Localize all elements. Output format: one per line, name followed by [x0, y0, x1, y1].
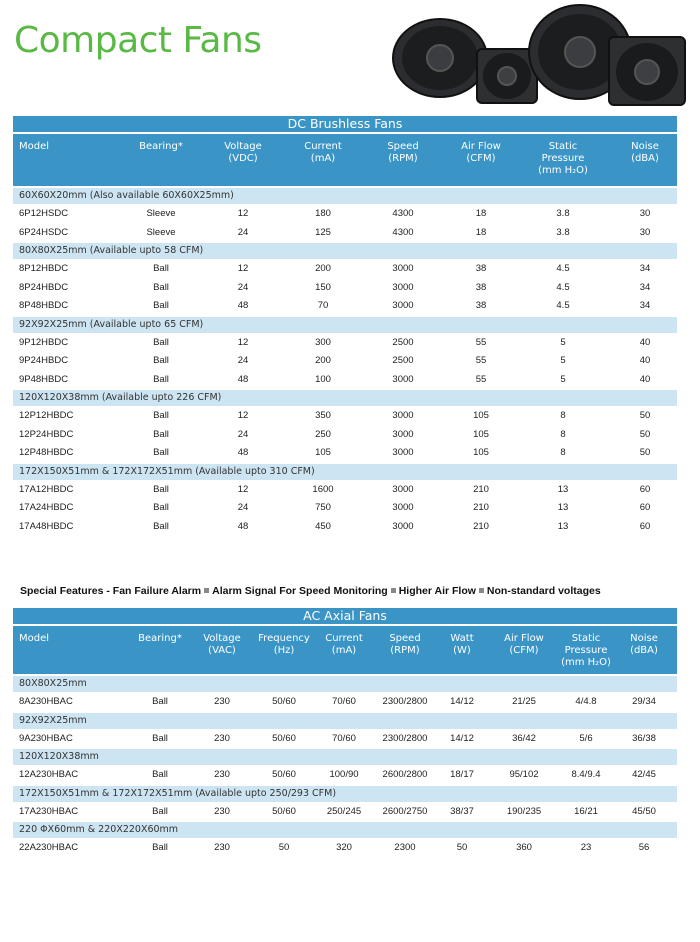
column-header-line: Model — [19, 633, 50, 644]
table-cell: 3000 — [392, 263, 414, 274]
table-cell: 300 — [315, 336, 331, 348]
table-cell: 38/37 — [450, 805, 474, 817]
table-cell: Ball — [153, 336, 169, 348]
table-cell: 40 — [639, 336, 651, 348]
feature-item: Higher Air Flow — [398, 585, 476, 597]
column-header — [491, 633, 557, 657]
table-cell: 2500 — [392, 336, 414, 348]
table-row — [13, 351, 677, 370]
table-cell: 4.5 — [556, 263, 570, 274]
table-cell: 3.8 — [556, 208, 570, 219]
column-header-line: Static — [548, 141, 578, 152]
table-cell: 180 — [315, 208, 331, 219]
table-cell: 4.5 — [556, 281, 570, 293]
table-cell: 60 — [639, 520, 651, 532]
table-cell: 105 — [473, 447, 489, 458]
table-cell: 24 — [237, 502, 249, 513]
table-cell: 3000 — [392, 300, 414, 311]
table-row — [13, 278, 677, 297]
column-header — [203, 141, 283, 165]
table-cell: 9P24HBDC — [19, 355, 69, 366]
table-cell: 24 — [237, 355, 249, 366]
table-cell: 4300 — [392, 208, 414, 219]
table-cell: 17A230HBAC — [19, 805, 79, 817]
table-cell: 8 — [560, 428, 566, 440]
ac-section-title: AC Axial Fans — [13, 608, 677, 624]
column-header — [121, 141, 201, 153]
column-header-line: Current — [325, 633, 363, 644]
column-header — [189, 633, 255, 657]
table-cell: 18 — [475, 208, 487, 219]
table-cell: 17A24HBDC — [19, 502, 74, 513]
table-cell: 13 — [557, 502, 569, 513]
table-cell: 60 — [639, 502, 651, 513]
column-header — [611, 633, 677, 657]
table-cell: 200 — [315, 263, 331, 274]
table-cell: 8P24HBDC — [19, 281, 69, 293]
table-cell: 360 — [516, 842, 532, 853]
table-cell: 12 — [237, 410, 249, 421]
size-group-header: 172X150X51mm & 172X172X51mm (Available upto 250/293 CFM) — [13, 786, 677, 802]
column-header-line: Speed — [387, 141, 419, 152]
column-header-line: Noise — [630, 633, 658, 644]
table-cell: 24 — [237, 428, 249, 440]
table-cell: 14/12 — [450, 732, 474, 744]
table-cell: 55 — [475, 336, 487, 348]
table-row — [13, 443, 677, 462]
table-cell: 3000 — [392, 520, 414, 532]
dc-section-title: DC Brushless Fans — [13, 116, 677, 132]
column-header-line: (mm H₂O) — [561, 657, 611, 668]
dc-table-header — [13, 132, 677, 186]
table-cell: 38 — [475, 263, 487, 274]
table-cell: 750 — [315, 502, 331, 513]
table-cell: 13 — [557, 520, 569, 532]
column-header-line: Static — [571, 633, 601, 644]
dc-table-body — [13, 188, 677, 535]
table-cell: 9A230HBAC — [19, 732, 73, 744]
table-cell: 48 — [237, 300, 249, 311]
table-cell: 40 — [639, 355, 651, 366]
table-cell: 3000 — [392, 447, 414, 458]
column-header — [283, 141, 363, 165]
column-header-line: Current — [304, 141, 342, 152]
size-group-header: 92X92X25mm — [13, 713, 677, 729]
column-header-line: Voltage — [203, 633, 241, 644]
column-header-line: Noise — [631, 141, 659, 152]
column-header — [523, 141, 603, 177]
table-cell: Ball — [153, 428, 169, 440]
table-cell: Ball — [152, 769, 168, 780]
table-cell: 38 — [475, 300, 487, 311]
table-cell: 12 — [237, 263, 249, 274]
table-cell: 55 — [475, 373, 487, 385]
ac-table-body — [13, 676, 677, 857]
table-cell: 8P48HBDC — [19, 300, 69, 311]
table-cell: 8.4/9.4 — [571, 769, 601, 780]
table-row — [13, 802, 677, 821]
table-row — [13, 259, 677, 278]
table-cell: 4300 — [392, 226, 414, 238]
table-cell: 450 — [315, 520, 331, 532]
table-cell: 12 — [237, 208, 249, 219]
bullet-separator — [391, 588, 396, 593]
table-cell: 3000 — [392, 428, 414, 440]
column-header — [431, 633, 493, 657]
table-cell: 23 — [580, 842, 592, 853]
table-cell: 34 — [639, 263, 651, 274]
table-cell: 18/17 — [450, 769, 474, 780]
table-cell: 22A230HBAC — [19, 842, 79, 853]
ac-table-header — [13, 624, 677, 674]
size-group-header: 80X80X25mm — [13, 676, 677, 692]
table-cell: Ball — [153, 263, 169, 274]
table-cell: 105 — [473, 428, 489, 440]
table-cell: 30 — [639, 226, 651, 238]
table-cell: 100/90 — [329, 769, 359, 780]
table-cell: Ball — [152, 732, 168, 744]
table-row — [13, 333, 677, 352]
table-row — [13, 692, 677, 711]
table-cell: 230 — [214, 769, 230, 780]
table-cell: Ball — [153, 520, 169, 532]
column-header-line: (mA) — [310, 153, 336, 164]
table-cell: 230 — [214, 805, 230, 817]
table-cell: 4/4.8 — [575, 696, 597, 707]
table-cell: 12 — [237, 336, 249, 348]
table-cell: 5 — [560, 355, 566, 366]
column-header-line: (dBA) — [631, 153, 659, 164]
table-cell: Ball — [153, 373, 169, 385]
table-cell: 16/21 — [574, 805, 598, 817]
table-cell: 50 — [639, 447, 651, 458]
table-cell: Ball — [153, 410, 169, 421]
table-cell: 6P12HSDC — [19, 208, 69, 219]
column-header — [553, 633, 619, 669]
table-cell: 3.8 — [556, 226, 570, 238]
table-cell: 8P12HBDC — [19, 263, 69, 274]
square-fan-image-2 — [608, 36, 686, 106]
features-label: Special Features - — [20, 585, 113, 597]
table-cell: 250 — [315, 428, 331, 440]
feature-item: Fan Failure Alarm — [112, 585, 202, 597]
column-header — [19, 141, 109, 153]
column-header-line: Speed — [389, 633, 421, 644]
table-cell: 2600/2800 — [382, 769, 428, 780]
fan-product-images — [392, 4, 692, 110]
column-header-line: Frequency — [258, 633, 310, 644]
table-row — [13, 765, 677, 784]
table-cell: 21/25 — [512, 696, 536, 707]
table-cell: 105 — [315, 447, 331, 458]
table-row — [13, 480, 677, 499]
table-cell: 250/245 — [326, 805, 362, 817]
table-cell: Ball — [153, 355, 169, 366]
table-row — [13, 498, 677, 517]
table-cell: 70/60 — [332, 696, 356, 707]
table-cell: 50/60 — [272, 769, 296, 780]
table-row — [13, 296, 677, 315]
table-cell: 320 — [336, 842, 352, 853]
table-cell: 2300/2800 — [382, 696, 428, 707]
table-cell: 50 — [639, 428, 651, 440]
column-header — [363, 141, 443, 165]
table-cell: 48 — [237, 447, 249, 458]
table-cell: 6P24HSDC — [19, 226, 69, 238]
table-cell: Ball — [152, 805, 168, 817]
table-cell: 12P48HBDC — [19, 447, 74, 458]
table-cell: 18 — [475, 226, 487, 238]
column-header-line: Air Flow — [504, 633, 544, 644]
bullet-separator — [479, 588, 484, 593]
table-cell: 14/12 — [450, 696, 474, 707]
table-row — [13, 517, 677, 536]
feature-item: Alarm Signal For Speed Monitoring — [212, 585, 388, 597]
table-cell: 200 — [315, 355, 331, 366]
table-cell: 36/42 — [512, 732, 536, 744]
size-group-header: 60X60X20mm (Also available 60X60X25mm) — [13, 188, 677, 204]
table-cell: Ball — [152, 842, 168, 853]
column-header-line: (RPM) — [388, 153, 418, 164]
table-cell: 30 — [639, 208, 651, 219]
table-cell: 50/60 — [272, 732, 296, 744]
table-cell: 100 — [315, 373, 331, 385]
column-header-line: Bearing* — [138, 633, 182, 644]
table-cell: 24 — [237, 226, 249, 238]
table-cell: Ball — [153, 483, 169, 495]
table-cell: 210 — [473, 483, 489, 495]
table-cell: 50 — [456, 842, 468, 853]
table-cell: 210 — [473, 520, 489, 532]
table-cell: 8 — [560, 447, 566, 458]
table-cell: 12 — [237, 483, 249, 495]
column-header-line: (VDC) — [228, 153, 258, 164]
column-header-line: Pressure — [541, 153, 585, 164]
column-header-line: Pressure — [564, 645, 608, 656]
table-cell: 9P48HBDC — [19, 373, 69, 385]
round-fan-image — [392, 18, 488, 98]
table-cell: 3000 — [392, 281, 414, 293]
table-cell: 24 — [237, 281, 249, 293]
table-cell: 17A12HBDC — [19, 483, 74, 495]
size-group-header: 120X120X38mm (Available upto 226 CFM) — [13, 390, 677, 406]
table-cell: 150 — [315, 281, 331, 293]
table-cell: 8A230HBAC — [19, 696, 73, 707]
column-header-line: (dBA) — [630, 645, 658, 656]
table-cell: 29/34 — [632, 696, 656, 707]
feature-item: Non-standard voltages — [486, 585, 601, 597]
table-cell: 3000 — [392, 502, 414, 513]
table-row — [13, 204, 677, 223]
column-header-line: Watt — [450, 633, 474, 644]
table-row — [13, 223, 677, 242]
size-group-header: 220 ΦX60mm & 220X220X60mm — [13, 822, 677, 838]
column-header-line: Air Flow — [461, 141, 501, 152]
column-header-line: Voltage — [224, 141, 262, 152]
table-cell: 13 — [557, 483, 569, 495]
table-cell: 36/38 — [632, 732, 656, 744]
table-cell: Ball — [153, 502, 169, 513]
table-cell: 350 — [315, 410, 331, 421]
table-cell: 56 — [638, 842, 650, 853]
table-cell: 2500 — [392, 355, 414, 366]
table-cell: 3000 — [392, 373, 414, 385]
table-cell: 48 — [237, 520, 249, 532]
table-cell: 2300 — [394, 842, 416, 853]
table-cell: Ball — [153, 281, 169, 293]
table-cell: 105 — [473, 410, 489, 421]
table-cell: Ball — [152, 696, 168, 707]
table-cell: 40 — [639, 373, 651, 385]
column-header — [441, 141, 521, 165]
table-cell: 50 — [278, 842, 290, 853]
column-header-line: (Hz) — [273, 645, 295, 656]
table-cell: 125 — [315, 226, 331, 238]
table-cell: 42/45 — [632, 769, 656, 780]
table-cell: 3000 — [392, 483, 414, 495]
table-row — [13, 425, 677, 444]
table-cell: 50/60 — [272, 805, 296, 817]
table-cell: 60 — [639, 483, 651, 495]
table-cell: Sleeve — [146, 208, 176, 219]
table-cell: 70 — [317, 300, 329, 311]
table-row — [13, 838, 677, 857]
size-group-header: 80X80X25mm (Available upto 58 CFM) — [13, 243, 677, 259]
table-cell: 230 — [214, 732, 230, 744]
column-header-line: (RPM) — [390, 645, 420, 656]
table-cell: 230 — [214, 696, 230, 707]
table-cell: Sleeve — [146, 226, 176, 238]
table-row — [13, 406, 677, 425]
special-features — [20, 585, 601, 597]
table-cell: 5 — [560, 373, 566, 385]
table-cell: 190/235 — [506, 805, 542, 817]
table-cell: 5 — [560, 336, 566, 348]
table-cell: 2600/2750 — [382, 805, 428, 817]
column-header-line: (mA) — [331, 645, 357, 656]
column-header-line: Model — [19, 141, 50, 152]
table-cell: 12P12HBDC — [19, 410, 74, 421]
table-cell: Ball — [153, 300, 169, 311]
table-cell: 12A230HBAC — [19, 769, 79, 780]
size-group-header: 120X120X38mm — [13, 749, 677, 765]
table-cell: 50 — [639, 410, 651, 421]
table-cell: 55 — [475, 355, 487, 366]
table-cell: 34 — [639, 281, 651, 293]
table-row — [13, 370, 677, 389]
column-header-line: (W) — [453, 645, 471, 656]
table-cell: 8 — [560, 410, 566, 421]
table-cell: 9P12HBDC — [19, 336, 69, 348]
table-cell: 50/60 — [272, 696, 296, 707]
table-cell: 95/102 — [509, 769, 539, 780]
size-group-header: 92X92X25mm (Available upto 65 CFM) — [13, 317, 677, 333]
size-group-header: 172X150X51mm & 172X172X51mm (Available upto 310 CFM) — [13, 464, 677, 480]
table-cell: 5/6 — [579, 732, 593, 744]
table-cell: 34 — [639, 300, 651, 311]
table-cell: 48 — [237, 373, 249, 385]
table-row — [13, 729, 677, 748]
table-cell: 70/60 — [332, 732, 356, 744]
table-cell: 230 — [214, 842, 230, 853]
column-header — [121, 633, 199, 645]
column-header-line: (CFM) — [509, 645, 539, 656]
table-cell: 17A48HBDC — [19, 520, 74, 532]
column-header — [605, 141, 685, 165]
bullet-separator — [204, 588, 209, 593]
ac-axial-fans-table — [13, 608, 677, 857]
column-header-line: (mm H₂O) — [538, 165, 588, 176]
table-cell: 210 — [473, 502, 489, 513]
dc-brushless-fans-table — [13, 116, 677, 535]
column-header-line: (VAC) — [208, 645, 236, 656]
table-cell: 4.5 — [556, 300, 570, 311]
table-cell: 45/50 — [632, 805, 656, 817]
page-title: Compact Fans — [14, 20, 262, 61]
table-cell: 12P24HBDC — [19, 428, 74, 440]
table-cell: 2300/2800 — [382, 732, 428, 744]
column-header — [19, 633, 109, 645]
table-cell: Ball — [153, 447, 169, 458]
table-cell: 1600 — [312, 483, 334, 495]
column-header-line: Bearing* — [139, 141, 183, 152]
column-header-line: (CFM) — [466, 153, 496, 164]
table-cell: 3000 — [392, 410, 414, 421]
table-cell: 38 — [475, 281, 487, 293]
